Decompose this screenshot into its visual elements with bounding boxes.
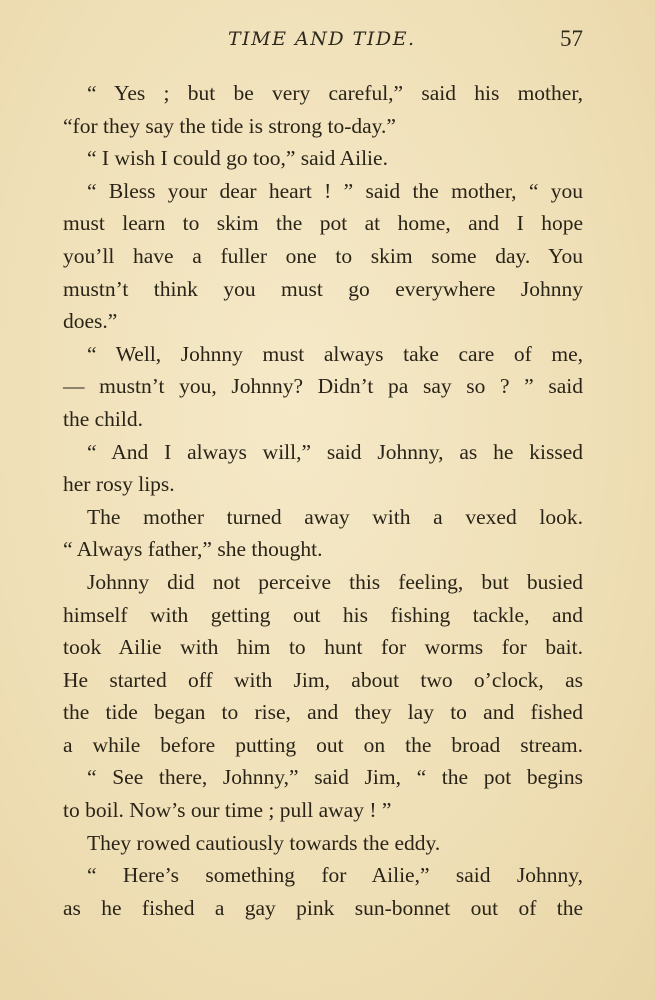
text-line: her rosy lips. xyxy=(63,472,175,497)
text-line: They rowed cautiously towards the eddy. xyxy=(87,830,441,855)
running-head xyxy=(0,26,655,58)
text-line: does.” xyxy=(63,309,118,334)
text-line: “ Here’s something for Ailie,” said Johnny, xyxy=(87,863,583,888)
text-line: took Ailie with him to hunt for worms for bait. xyxy=(63,635,583,660)
text-line: “ Always father,” she thought. xyxy=(63,537,323,562)
body-text xyxy=(63,77,583,924)
text-line: as he fished a gay pink sun-bonnet out of the xyxy=(63,895,583,920)
text-line: “ See there, Johnny,” said Jim, “ the pot begins xyxy=(87,765,583,790)
text-line: “ Yes ; but be very careful,” said his mother, xyxy=(87,81,583,105)
text-line: to boil. Now’s our time ; pull away ! ” xyxy=(63,798,392,823)
text-line: himself with getting out his fishing tackle, and xyxy=(63,602,583,627)
text-line: must learn to skim the pot at home, and I hope xyxy=(63,211,583,236)
text-line: “ I wish I could go too,” said Ailie. xyxy=(87,146,388,171)
text-line: “ Well, Johnny must always take care of me, xyxy=(87,341,583,366)
running-title: TIME AND TIDE. xyxy=(228,28,416,50)
text-line: He started off with Jim, about two o’clock, as xyxy=(63,667,583,692)
text-line: mustn’t think you must go everywhere Johnny xyxy=(63,276,583,301)
text-line: you’ll have a fuller one to skim some day. You xyxy=(63,243,583,268)
page-number: 57 xyxy=(560,26,583,51)
text-line: “ Bless your dear heart ! ” said the mother, “ you xyxy=(87,178,583,203)
text-line: — mustn’t you, Johnny? Didn’t pa say so ? ” said xyxy=(63,374,583,399)
text-line: the child. xyxy=(63,406,144,431)
text-line: “ And I always will,” said Johnny, as he kissed xyxy=(87,439,583,464)
text-line: The mother turned away with a vexed look. xyxy=(87,504,583,529)
text-line: a while before putting out on the broad stream. xyxy=(63,732,583,757)
text-line: Johnny did not perceive this feeling, but busied xyxy=(87,569,583,594)
text-line: the tide began to rise, and they lay to and fished xyxy=(63,700,583,725)
text-line: “for they say the tide is strong to-day.” xyxy=(63,113,396,138)
